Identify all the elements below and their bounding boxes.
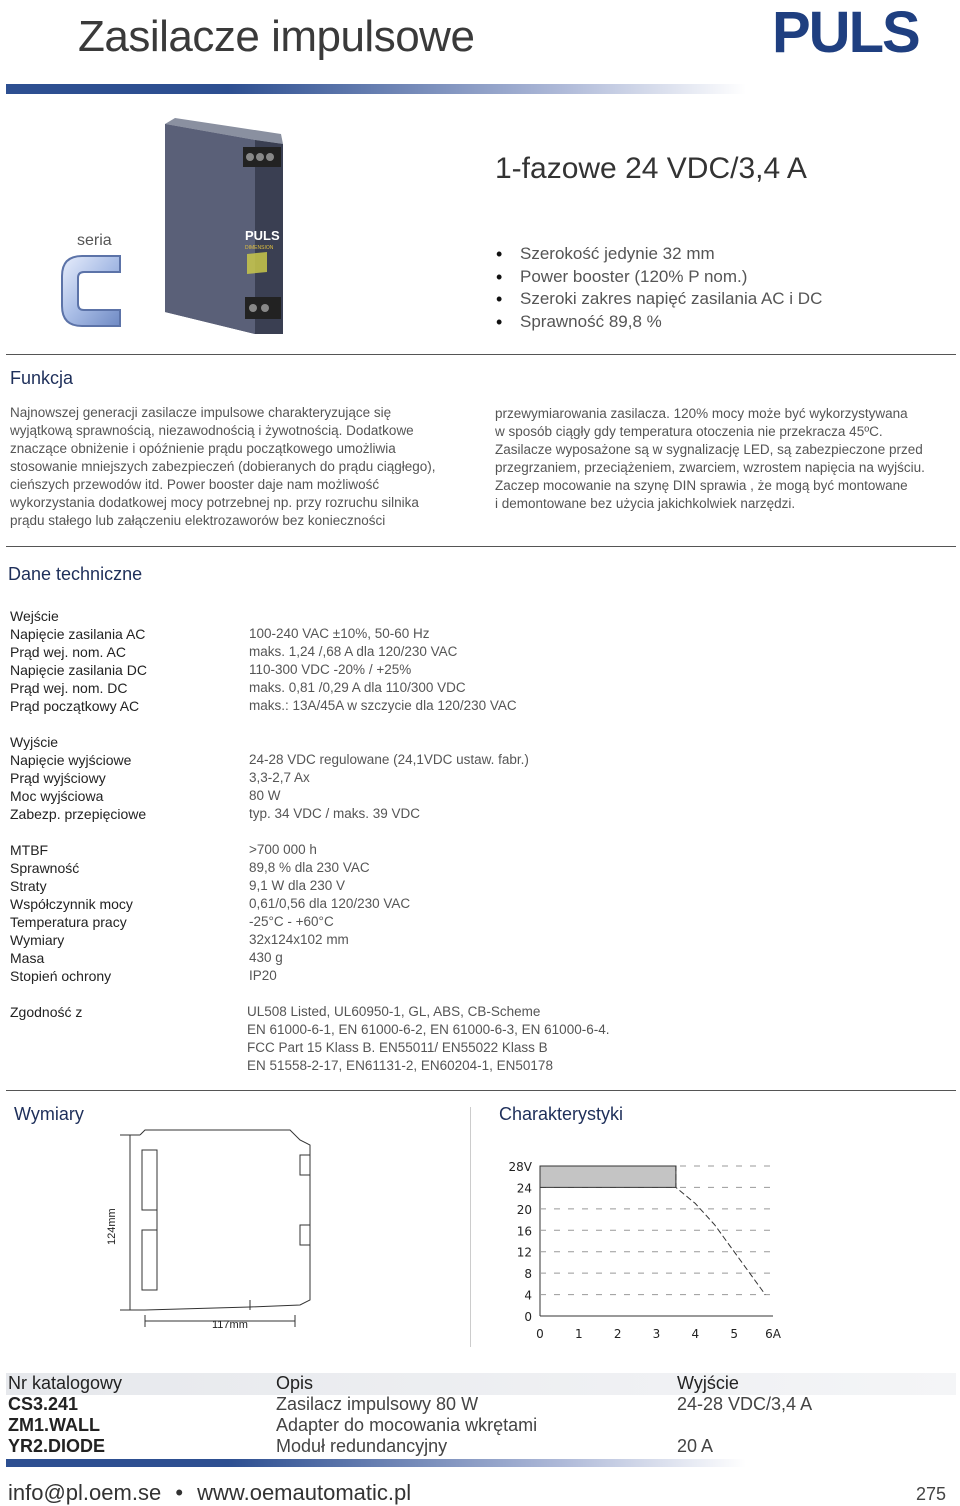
table-header-cell: Nr katalogowy: [8, 1373, 123, 1393]
spec-value: 80 W: [249, 788, 281, 803]
funkcja-col2: [495, 405, 955, 513]
x-tick-label: 4: [691, 1327, 700, 1341]
text-line: Zaczep mocowanie na szynę DIN sprawia , że mogą być montowane: [495, 478, 908, 493]
power-supply-image: [155, 112, 285, 337]
y-tick-label: 8: [524, 1267, 532, 1282]
table-cell: [677, 1415, 947, 1436]
spec-values: [249, 607, 949, 1075]
text-line: wyjątkową sprawnością, niezawodnością i żywotnością. Dodatkowe: [10, 423, 414, 438]
spec-label: Straty: [10, 878, 47, 894]
text-line: wykorzystania dodatkowej mocy potrzebnej np. przy rozruchu silnika: [10, 495, 419, 510]
text-line: cieńszych przewodów itd. Power booster daje nam możliwość: [10, 477, 380, 492]
spec-label: Napięcie zasilania AC: [10, 626, 146, 642]
text-line: znaczące obniżenie i opóźnienie prądu początkowego umożliwia: [10, 441, 396, 456]
spec-label: Napięcie wyjściowe: [10, 752, 132, 768]
svg-text:PULS: PULS: [245, 228, 280, 243]
funkcja-heading: Funkcja: [10, 368, 74, 388]
header-bar: [6, 84, 746, 94]
table-header-cell: Opis: [276, 1373, 314, 1393]
table-cell: 20 A: [677, 1436, 714, 1456]
divider: [6, 1090, 956, 1091]
table-cell: Adapter do mocowania wkrętami: [276, 1415, 538, 1435]
x-tick-label: 1: [575, 1327, 583, 1341]
spec-label: Prąd wej. nom. DC: [10, 680, 128, 696]
spec-value: 89,8 % dla 230 VAC: [249, 860, 370, 875]
text-line: przegrzaniem, przeciążeniem, zwarciem, wzrostem napięcia na wyjściu.: [495, 460, 925, 475]
table-cell: CS3.241: [8, 1394, 79, 1414]
text-line: przewymiarowania zasilacza. 120% mocy może być wykorzystywana: [495, 406, 908, 421]
text-line: Zasilacze wyposażone są w sygnalizację LED, są zabezpieczone przed: [495, 442, 923, 457]
spec-value: 3,3-2,7 Ax: [249, 770, 310, 785]
spec-label: Wymiary: [10, 932, 65, 948]
spec-label: Zabezp. przepięciowe: [10, 806, 147, 822]
email-link[interactable]: info@pl.oem.se: [8, 1480, 162, 1505]
text-line: stosowanie mniejszych zabezpieczeń (dobieranych do prądu ciągłego),: [10, 459, 436, 474]
zgodnosc-line: FCC Part 15 Klass B. EN55011/ EN55022 Klass B: [247, 1040, 548, 1055]
spec-value: 100-240 VAC ±10%, 50-60 Hz: [249, 626, 430, 641]
y-tick-label: 0: [524, 1310, 532, 1324]
y-tick-label: 28V: [508, 1160, 532, 1174]
spec-value: maks.: 13A/45A w szczycie dla 120/230 VAC: [249, 698, 517, 713]
page-number: 275: [915, 1484, 946, 1504]
wymiary-heading: Wymiary: [14, 1104, 84, 1124]
spec-label: Prąd początkowy AC: [10, 698, 140, 714]
feature-list: [498, 243, 822, 333]
spec-value: maks. 0,81 /0,29 A dla 110/300 VDC: [249, 680, 466, 695]
svg-text:DIMENSION: DIMENSION: [245, 245, 274, 251]
spec-label: Napięcie zasilania DC: [10, 662, 147, 678]
spec-labels: [10, 607, 240, 1021]
zgodnosc-line: EN 51558-2-17, EN61131-2, EN60204-1, EN50178: [247, 1058, 553, 1073]
spec-label: Moc wyjściowa: [10, 788, 104, 804]
wyjscie-title: Wyjście: [10, 734, 59, 750]
table-col-output: [677, 1373, 947, 1457]
spec-value: 0,61/0,56 dla 120/230 VAC: [249, 896, 411, 911]
footer-bar: [6, 1459, 746, 1467]
dimension-drawing: [100, 1125, 330, 1335]
zgodnosc-line: EN 61000-6-1, EN 61000-6-2, EN 61000-6-3, EN 61000-6-4.: [247, 1022, 610, 1037]
y-tick-label: 12: [516, 1245, 532, 1260]
feature-item: • Power booster (120% P nom.): [498, 266, 822, 289]
table-col-catalog: [8, 1373, 268, 1457]
website-link[interactable]: www.oemautomatic.pl: [197, 1480, 412, 1505]
spec-value: typ. 34 VDC / maks. 39 VDC: [249, 806, 421, 821]
product-title: 1-fazowe 24 VDC/3,4 A: [495, 152, 807, 185]
text-line: prądu stałego lub załączeniu elektrozaworów bez konieczności: [10, 513, 386, 528]
spec-value: IP20: [249, 968, 277, 983]
spec-value: 24-28 VDC regulowane (24,1VDC ustaw. fabr.): [249, 752, 529, 767]
divider: [6, 546, 956, 547]
spec-value: 9,1 W dla 230 V: [249, 878, 346, 893]
table-cell: Zasilacz impulsowy 80 W: [276, 1394, 479, 1414]
puls-logo: [772, 6, 948, 56]
table-cell: YR2.DIODE: [8, 1436, 106, 1456]
spec-label: MTBF: [10, 842, 49, 858]
separator-dot: •: [175, 1480, 184, 1505]
divider: [6, 354, 956, 355]
table-cell: Moduł redundancyjny: [276, 1436, 448, 1456]
seria-label: seria: [77, 232, 112, 249]
page-title: Zasilacze impulsowe: [78, 12, 475, 61]
spec-label: Masa: [10, 950, 45, 966]
y-tick-label: 24: [516, 1181, 532, 1196]
spec-label: Sprawność: [10, 860, 80, 876]
zgodnosc-label: Zgodność z: [10, 1004, 83, 1020]
height-label: 124mm: [106, 1208, 118, 1245]
characteristic-chart: [490, 1150, 790, 1350]
table-cell: 24-28 VDC/3,4 A: [677, 1394, 813, 1414]
width-label: 117mm: [212, 1319, 248, 1331]
spec-label: Stopień ochrony: [10, 968, 112, 984]
feature-item: • Sprawność 89,8 %: [498, 311, 822, 334]
y-tick-label: 4: [524, 1288, 532, 1303]
y-tick-label: 16: [516, 1224, 532, 1239]
table-header-cell: Wyjście: [677, 1373, 739, 1393]
chart-title: Charakterystyki: [499, 1104, 624, 1124]
x-tick-label: 5: [730, 1327, 738, 1341]
x-tick-label: 6A: [765, 1327, 781, 1341]
spec-value: -25°C - +60°C: [249, 914, 334, 929]
seria-c-logo: [60, 254, 122, 328]
x-tick-label: 2: [613, 1327, 622, 1341]
spec-label: Temperatura pracy: [10, 914, 127, 930]
text-line: Najnowszej generacji zasilacze impulsowe charakteryzujące się: [10, 405, 392, 420]
wejscie-title: Wejście: [10, 608, 59, 624]
spec-value: 32x124x102 mm: [249, 932, 349, 947]
x-tick-label: 3: [652, 1327, 661, 1341]
funkcja-col1: [10, 404, 480, 530]
table-cell: ZM1.WALL: [8, 1415, 100, 1435]
spec-label: Prąd wej. nom. AC: [10, 644, 126, 660]
text-line: w sposób ciągły gdy temperatura otoczenia nie przekracza 45ºC.: [495, 424, 883, 439]
spec-value: 110-300 VDC -20% / +25%: [249, 662, 412, 677]
chart-shaded-area: [540, 1166, 676, 1187]
spec-value: maks. 1,24 /,68 A dla 120/230 VAC: [249, 644, 458, 659]
footer-contact: [8, 1480, 411, 1506]
text-line: i demontowane bez użycia jakichkolwiek narzędzi.: [495, 496, 796, 511]
feature-item: • Szeroki zakres napięć zasilania AC i DC: [498, 288, 822, 311]
spec-value: >700 000 h: [249, 842, 317, 857]
spec-label: Współczynnik mocy: [10, 896, 133, 912]
x-tick-label: 0: [536, 1327, 544, 1341]
svg-text:PULS: PULS: [772, 6, 919, 56]
y-tick-label: 20: [516, 1202, 532, 1217]
dane-heading: Dane techniczne: [8, 564, 143, 584]
column-divider: [470, 1107, 471, 1347]
spec-value: 430 g: [249, 950, 283, 965]
feature-item: • Szerokość jedynie 32 mm: [498, 243, 822, 266]
zgodnosc-line: UL508 Listed, UL60950-1, GL, ABS, CB-Scheme: [247, 1004, 541, 1019]
table-col-desc: [276, 1373, 666, 1457]
spec-label: Prąd wyjściowy: [10, 770, 106, 786]
